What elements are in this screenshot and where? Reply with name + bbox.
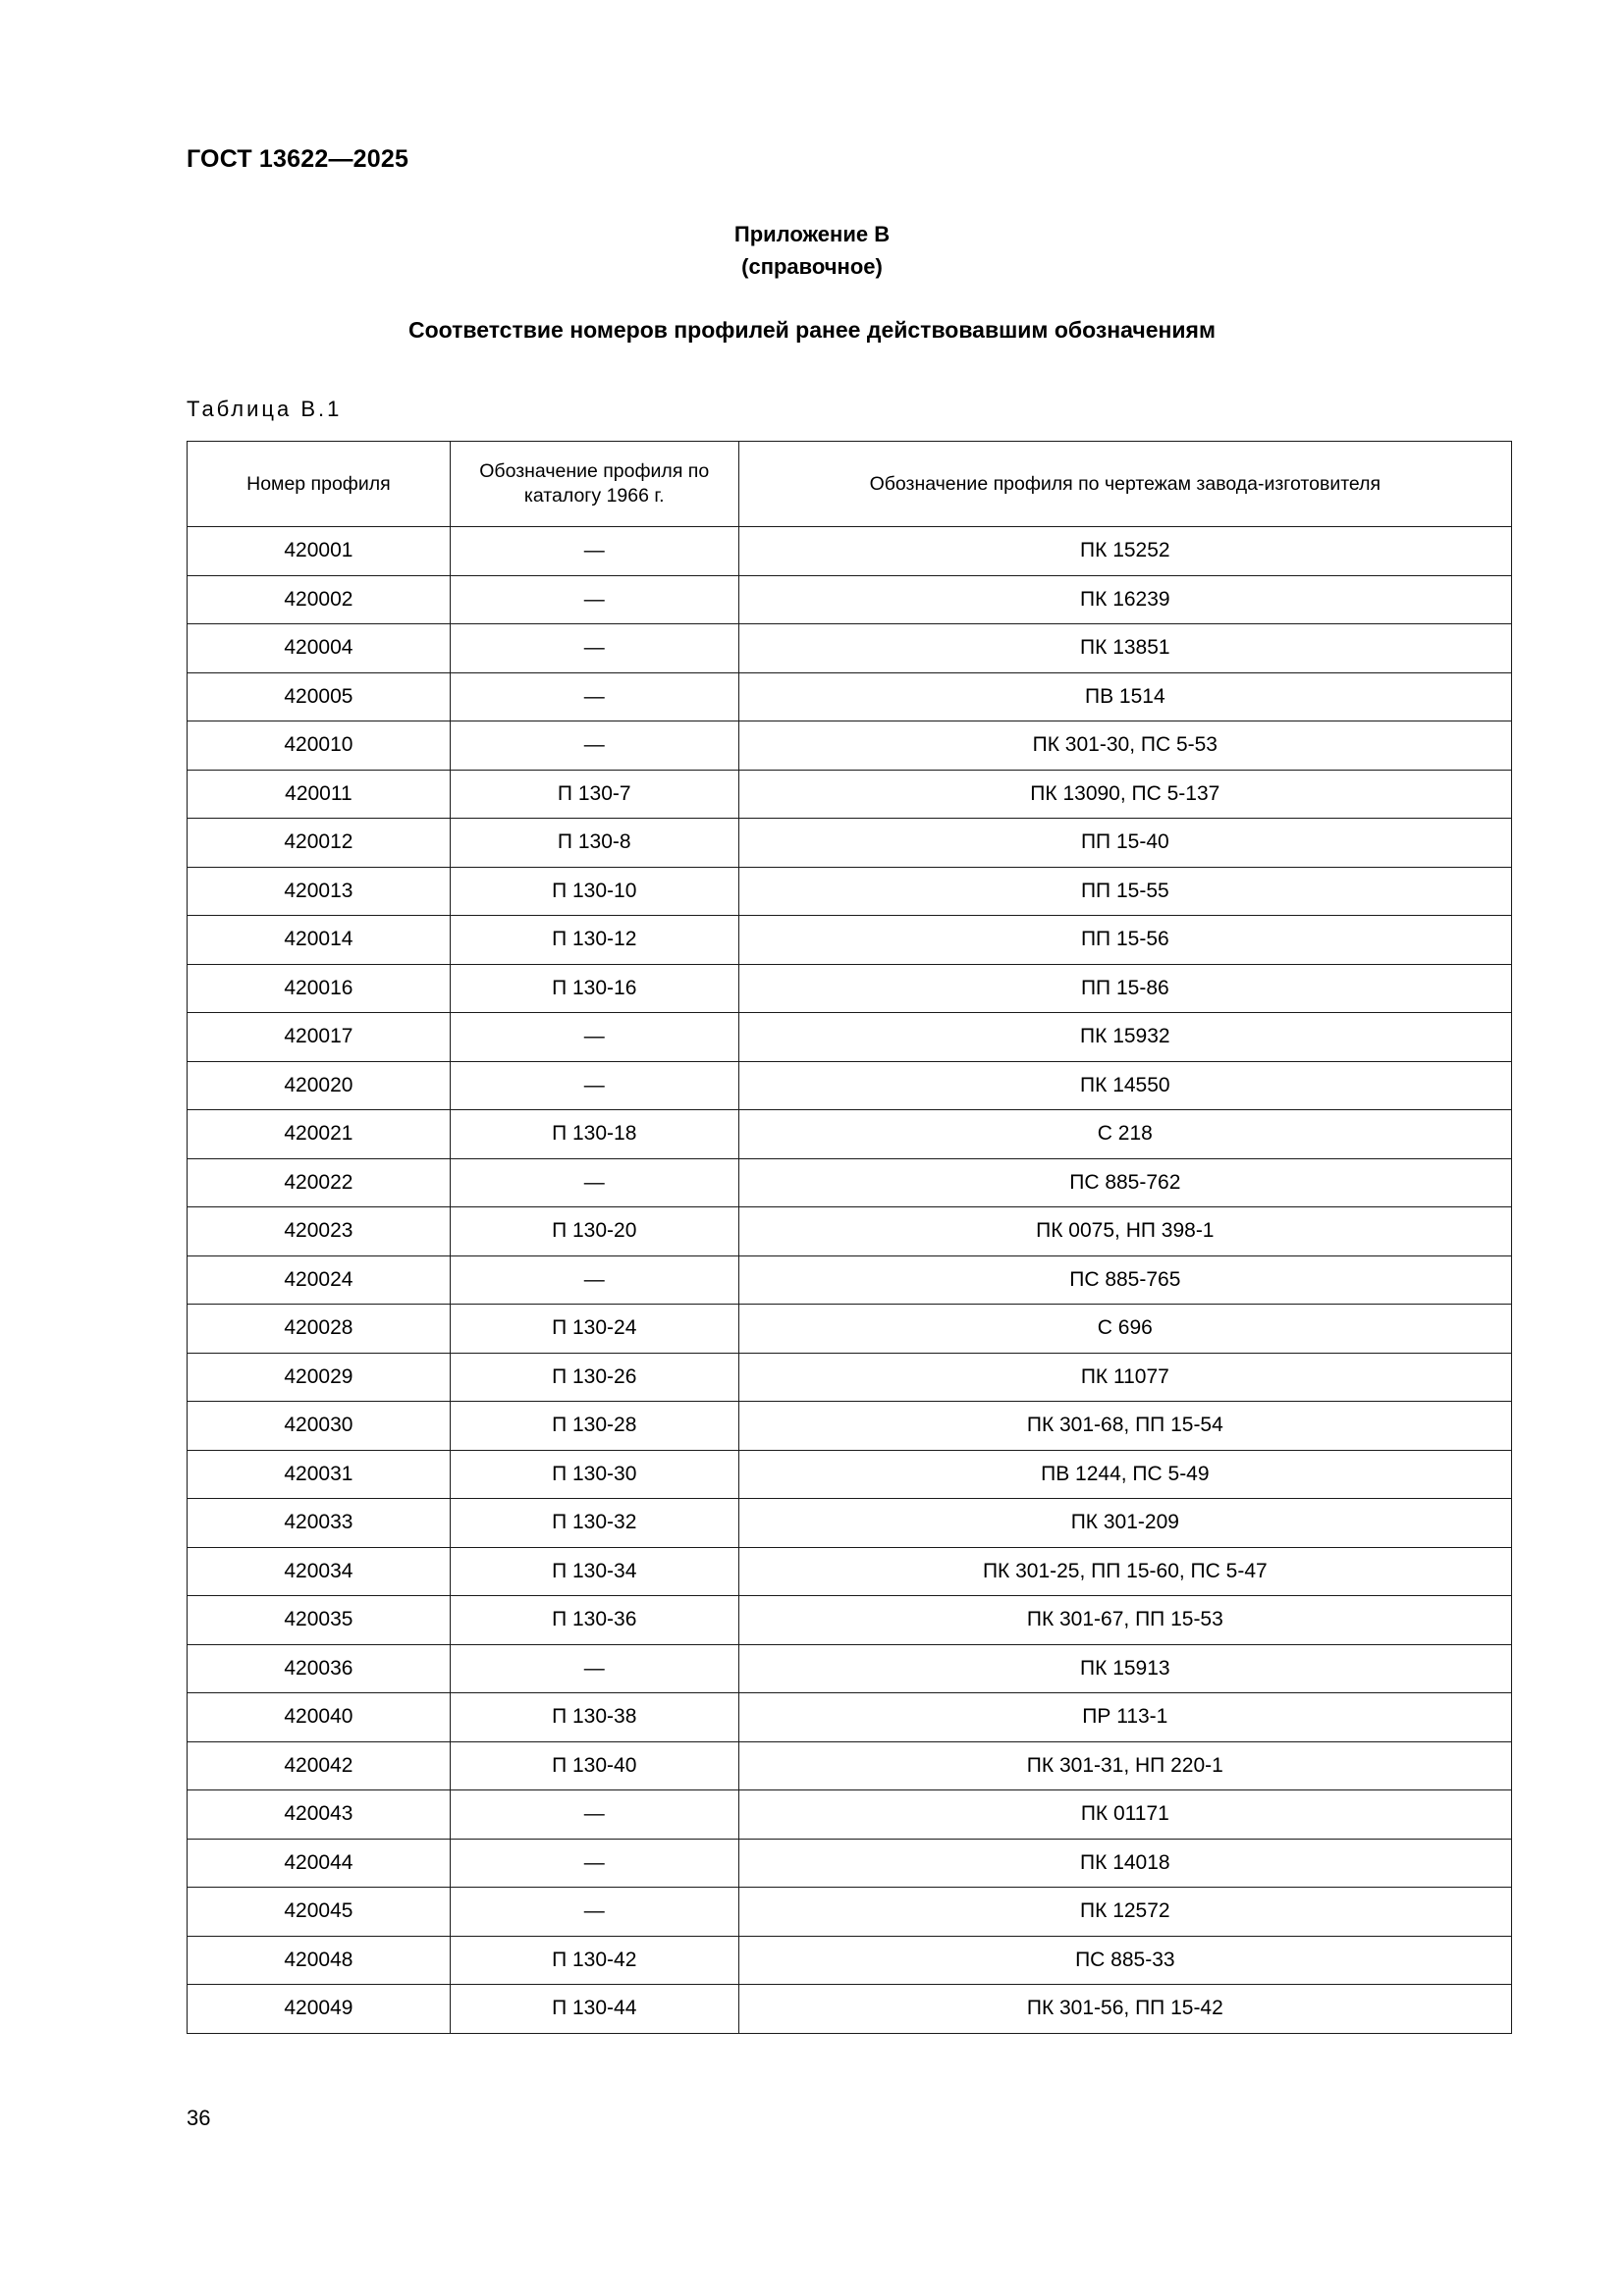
cell-catalog-1966: П 130-18 — [450, 1110, 738, 1159]
table-row — [188, 1255, 1512, 1305]
table-row — [188, 1596, 1512, 1645]
cell-profile-number: 420044 — [188, 1839, 451, 1888]
cell-catalog-1966: — — [450, 1644, 738, 1693]
cell-profile-number: 420014 — [188, 916, 451, 965]
cell-profile-number: 420049 — [188, 1985, 451, 2034]
section-heading: Соответствие номеров профилей ранее действовавшим обозначениям — [408, 317, 1216, 343]
cell-factory-drawing: ПК 301-30, ПС 5-53 — [738, 721, 1511, 771]
table-row — [188, 1790, 1512, 1840]
cell-factory-drawing: ПК 11077 — [738, 1353, 1511, 1402]
cell-factory-drawing: ПС 885-33 — [738, 1936, 1511, 1985]
cell-factory-drawing: ПК 301-31, НП 220-1 — [738, 1741, 1511, 1790]
cell-profile-number: 420024 — [188, 1255, 451, 1305]
cell-factory-drawing: ПК 15913 — [738, 1644, 1511, 1693]
cell-factory-drawing: ПК 301-67, ПП 15-53 — [738, 1596, 1511, 1645]
cell-profile-number: 420045 — [188, 1888, 451, 1937]
cell-catalog-1966: — — [450, 1888, 738, 1937]
cell-profile-number: 420040 — [188, 1693, 451, 1742]
table-row — [188, 1888, 1512, 1937]
cell-profile-number: 420029 — [188, 1353, 451, 1402]
column-header-catalog-1966: Обозначение профиля по каталогу 1966 г. — [450, 442, 738, 527]
cell-factory-drawing: ПС 885-765 — [738, 1255, 1511, 1305]
cell-factory-drawing: ПП 15-56 — [738, 916, 1511, 965]
cell-catalog-1966: П 130-30 — [450, 1450, 738, 1499]
table-header-row — [188, 442, 1512, 527]
cell-factory-drawing: ПК 15932 — [738, 1013, 1511, 1062]
cell-catalog-1966: П 130-40 — [450, 1741, 738, 1790]
standard-number-header: ГОСТ 13622—2025 — [187, 145, 409, 173]
cell-factory-drawing: ПП 15-55 — [738, 867, 1511, 916]
table-head — [188, 442, 1512, 527]
table-row — [188, 964, 1512, 1013]
cell-profile-number: 420031 — [188, 1450, 451, 1499]
table-row — [188, 1985, 1512, 2034]
table-row — [188, 575, 1512, 624]
appendix-heading-block — [0, 218, 1624, 283]
cell-profile-number: 420035 — [188, 1596, 451, 1645]
cell-profile-number: 420012 — [188, 819, 451, 868]
cell-catalog-1966: — — [450, 1790, 738, 1840]
table-row — [188, 1547, 1512, 1596]
appendix-title: Приложение В — [733, 222, 891, 246]
cell-profile-number: 420001 — [188, 527, 451, 576]
cell-catalog-1966: — — [450, 527, 738, 576]
cell-factory-drawing: ПК 14018 — [738, 1839, 1511, 1888]
cell-profile-number: 420022 — [188, 1158, 451, 1207]
cell-catalog-1966: П 130-12 — [450, 916, 738, 965]
cell-profile-number: 420020 — [188, 1061, 451, 1110]
table-row — [188, 770, 1512, 819]
cell-profile-number: 420036 — [188, 1644, 451, 1693]
cell-factory-drawing: ПВ 1514 — [738, 672, 1511, 721]
cell-factory-drawing: ПК 12572 — [738, 1888, 1511, 1937]
cell-profile-number: 420023 — [188, 1207, 451, 1256]
table-row — [188, 1499, 1512, 1548]
cell-catalog-1966: — — [450, 1061, 738, 1110]
cell-factory-drawing: ПК 01171 — [738, 1790, 1511, 1840]
cell-factory-drawing: ПВ 1244, ПС 5-49 — [738, 1450, 1511, 1499]
profile-correspondence-table — [187, 441, 1512, 2034]
cell-factory-drawing: ПК 13851 — [738, 624, 1511, 673]
table-row — [188, 916, 1512, 965]
cell-factory-drawing: ПК 14550 — [738, 1061, 1511, 1110]
table-row — [188, 1644, 1512, 1693]
cell-catalog-1966: П 130-32 — [450, 1499, 738, 1548]
table-row — [188, 1207, 1512, 1256]
column-header-factory-drawings: Обозначение профиля по чертежам завода-изготовителя — [738, 442, 1511, 527]
table-row — [188, 1353, 1512, 1402]
cell-factory-drawing: ПК 15252 — [738, 527, 1511, 576]
cell-factory-drawing: ПП 15-40 — [738, 819, 1511, 868]
cell-catalog-1966: П 130-36 — [450, 1596, 738, 1645]
cell-catalog-1966: П 130-26 — [450, 1353, 738, 1402]
cell-profile-number: 420011 — [188, 770, 451, 819]
cell-factory-drawing: ПК 301-68, ПП 15-54 — [738, 1402, 1511, 1451]
table-body — [188, 527, 1512, 2034]
column-header-profile-number: Номер профиля — [188, 442, 451, 527]
cell-catalog-1966: — — [450, 624, 738, 673]
cell-profile-number: 420004 — [188, 624, 451, 673]
table-row — [188, 1936, 1512, 1985]
cell-catalog-1966: П 130-10 — [450, 867, 738, 916]
table-row — [188, 527, 1512, 576]
cell-catalog-1966: — — [450, 575, 738, 624]
cell-factory-drawing: ПК 301-25, ПП 15-60, ПС 5-47 — [738, 1547, 1511, 1596]
cell-catalog-1966: П 130-34 — [450, 1547, 738, 1596]
cell-profile-number: 420048 — [188, 1936, 451, 1985]
cell-catalog-1966: — — [450, 721, 738, 771]
table-row — [188, 1061, 1512, 1110]
cell-profile-number: 420034 — [188, 1547, 451, 1596]
cell-catalog-1966: П 130-42 — [450, 1936, 738, 1985]
table-row — [188, 1839, 1512, 1888]
cell-profile-number: 420021 — [188, 1110, 451, 1159]
table-row — [188, 819, 1512, 868]
cell-catalog-1966: — — [450, 672, 738, 721]
cell-factory-drawing: С 218 — [738, 1110, 1511, 1159]
table-row — [188, 721, 1512, 771]
cell-catalog-1966: — — [450, 1013, 738, 1062]
cell-profile-number: 420013 — [188, 867, 451, 916]
cell-profile-number: 420043 — [188, 1790, 451, 1840]
cell-profile-number: 420017 — [188, 1013, 451, 1062]
table-row — [188, 1305, 1512, 1354]
cell-profile-number: 420005 — [188, 672, 451, 721]
cell-factory-drawing: ПК 301-56, ПП 15-42 — [738, 1985, 1511, 2034]
table-row — [188, 1741, 1512, 1790]
cell-catalog-1966: П 130-44 — [450, 1985, 738, 2034]
table-row — [188, 1402, 1512, 1451]
table-row — [188, 624, 1512, 673]
cell-factory-drawing: ПК 0075, НП 398-1 — [738, 1207, 1511, 1256]
cell-catalog-1966: П 130-20 — [450, 1207, 738, 1256]
appendix-subtitle: (справочное) — [741, 254, 883, 279]
cell-catalog-1966: П 130-7 — [450, 770, 738, 819]
cell-factory-drawing: С 696 — [738, 1305, 1511, 1354]
table-row — [188, 1158, 1512, 1207]
cell-factory-drawing: ПС 885-762 — [738, 1158, 1511, 1207]
table-row — [188, 1013, 1512, 1062]
cell-factory-drawing: ПК 13090, ПС 5-137 — [738, 770, 1511, 819]
cell-profile-number: 420028 — [188, 1305, 451, 1354]
page-number: 36 — [187, 2106, 211, 2130]
cell-profile-number: 420033 — [188, 1499, 451, 1548]
cell-factory-drawing: ПК 16239 — [738, 575, 1511, 624]
cell-profile-number: 420042 — [188, 1741, 451, 1790]
cell-catalog-1966: — — [450, 1839, 738, 1888]
cell-factory-drawing: ПП 15-86 — [738, 964, 1511, 1013]
cell-factory-drawing: ПК 301-209 — [738, 1499, 1511, 1548]
cell-catalog-1966: П 130-8 — [450, 819, 738, 868]
cell-catalog-1966: П 130-38 — [450, 1693, 738, 1742]
cell-catalog-1966: — — [450, 1158, 738, 1207]
cell-catalog-1966: П 130-16 — [450, 964, 738, 1013]
cell-factory-drawing: ПР 113-1 — [738, 1693, 1511, 1742]
cell-catalog-1966: — — [450, 1255, 738, 1305]
cell-profile-number: 420016 — [188, 964, 451, 1013]
table-row — [188, 1450, 1512, 1499]
table-caption: Таблица В.1 — [187, 397, 343, 421]
table-row — [188, 1693, 1512, 1742]
cell-catalog-1966: П 130-24 — [450, 1305, 738, 1354]
table-row — [188, 1110, 1512, 1159]
cell-profile-number: 420002 — [188, 575, 451, 624]
cell-profile-number: 420010 — [188, 721, 451, 771]
cell-catalog-1966: П 130-28 — [450, 1402, 738, 1451]
cell-profile-number: 420030 — [188, 1402, 451, 1451]
table-row — [188, 867, 1512, 916]
table-row — [188, 672, 1512, 721]
